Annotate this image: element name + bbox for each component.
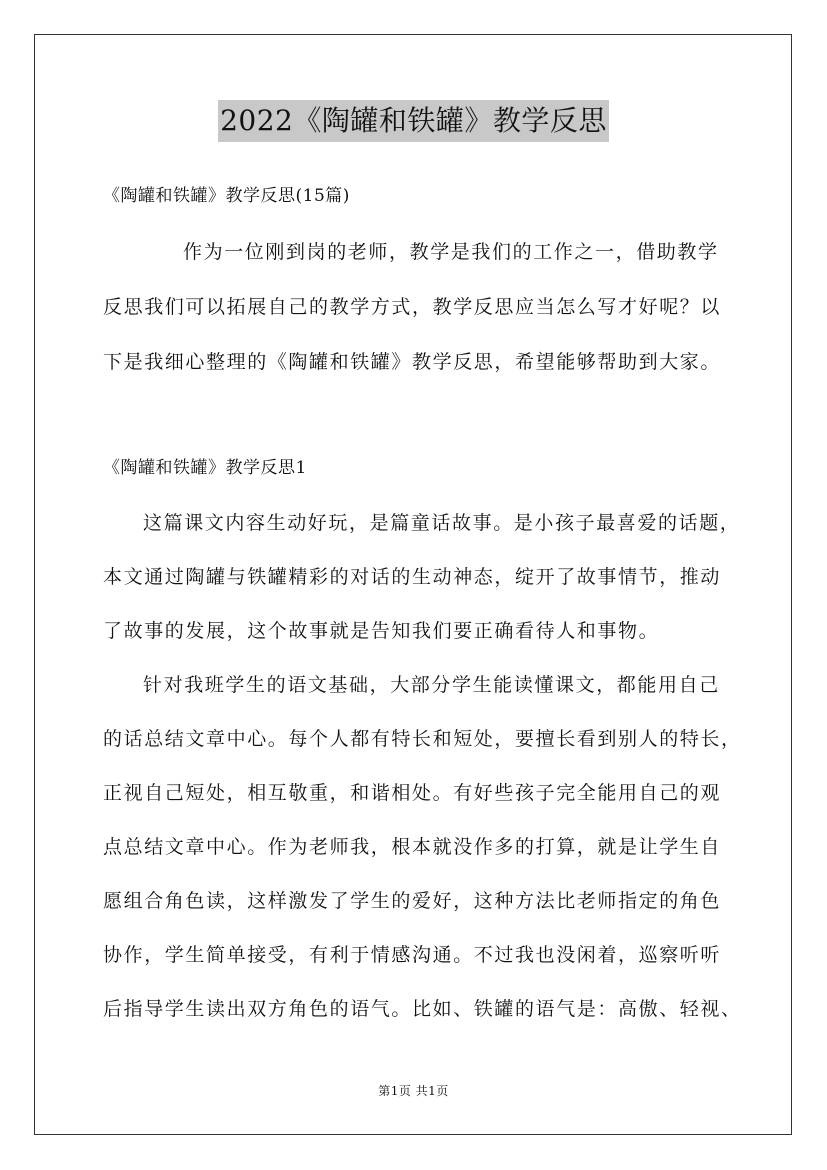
paragraph2-line-5: 愿组合角色读，这样激发了学生的爱好，这种方法比老师指定的角色 <box>103 890 722 912</box>
section-heading: 《陶罐和铁罐》教学反思1 <box>103 458 307 478</box>
intro-line-3: 下是我细心整理的《陶罐和铁罐》教学反思，希望能够帮助到大家。 <box>103 351 722 373</box>
paragraph2-line-4: 点总结文章中心。作为老师我，根本就没作多的打算，就是让学生自 <box>103 836 722 858</box>
paragraph2-line-6: 协作，学生简单接受，有利于情感沟通。不过我也没闲着，巡察听听 <box>103 944 722 966</box>
paragraph1-line-2: 本文通过陶罐与铁罐精彩的对话的生动神态，绽开了故事情节，推动 <box>103 566 722 588</box>
page-footer: 第1页 共1页 <box>378 1084 449 1098</box>
paragraph2-line-7: 后指导学生读出双方角色的语气。比如、铁罐的语气是：高傲、轻视、 <box>103 998 742 1020</box>
paragraph1-line-3: 了故事的发展，这个故事就是告知我们要正确看待人和事物。 <box>103 620 660 642</box>
document-title: 2022《陶罐和铁罐》教学反思 <box>218 100 609 142</box>
intro-line-1: 作为一位刚到岗的老师，教学是我们的工作之一，借助教学 <box>183 241 719 263</box>
paragraph2-line-3: 正视自己短处，相互敬重，和谐相处。有好些孩子完全能用自己的观 <box>103 782 722 804</box>
paragraph1-line-1: 这篇课文内容生动好玩，是篇童话故事。是小孩子最喜爱的话题， <box>143 512 741 534</box>
title-container <box>0 100 827 142</box>
document-subtitle: 《陶罐和铁罐》教学反思(15篇) <box>103 186 350 206</box>
intro-line-2: 反思我们可以拓展自己的教学方式，教学反思应当怎么写才好呢？以 <box>103 296 722 318</box>
paragraph2-line-2: 的话总结文章中心。每个人都有特长和短处，要擅长看到别人的特长， <box>103 728 742 750</box>
paragraph2-line-1: 针对我班学生的语文基础，大部分学生能读懂课文，都能用自己 <box>143 674 720 696</box>
